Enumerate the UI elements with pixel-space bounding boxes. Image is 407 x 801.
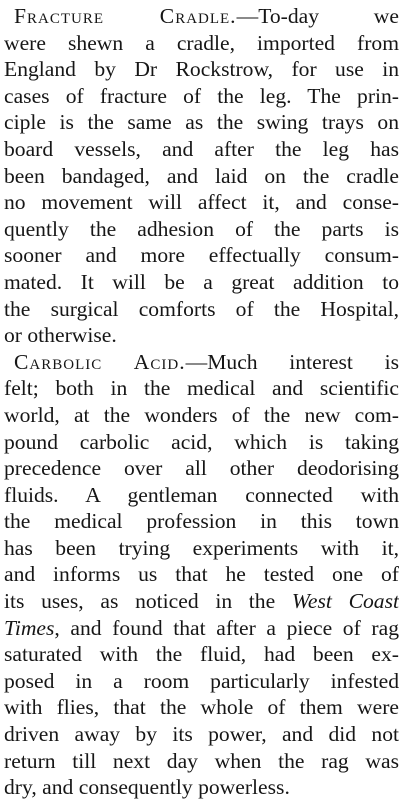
text-line: world, at the wonders of the new com- bbox=[4, 402, 399, 427]
newspaper-title: Times bbox=[4, 615, 55, 640]
text-line: felt; both in the medical and scientific bbox=[4, 376, 399, 401]
text-line: cases of fracture of the leg. The prin- bbox=[4, 83, 399, 108]
text-line: were shewn a cradle, imported from bbox=[4, 30, 399, 55]
text-line: or otherwise. bbox=[4, 323, 117, 348]
text-line: been bandaged, and laid on the cradle bbox=[4, 163, 399, 188]
text-line: fluids. A gentleman connected with bbox=[4, 482, 399, 507]
text-line: return till next day when the rag was bbox=[4, 748, 399, 773]
text-line: with flies, that the whole of them were bbox=[4, 695, 399, 720]
text-line: posed in a room particularly infested bbox=[4, 668, 399, 693]
newspaper-title: West Coast bbox=[291, 589, 399, 614]
text-line: precedence over all other deodorising bbox=[4, 456, 399, 481]
text-line: England by Dr Rockstrow, for use in bbox=[4, 57, 399, 82]
text-line: driven away by its power, and did not bbox=[4, 722, 399, 747]
text-line: sooner and more effectually consum- bbox=[4, 243, 399, 268]
text-line: pound carbolic acid, which is taking bbox=[4, 429, 399, 454]
text-line: mated. It will be a great addition to bbox=[4, 269, 399, 294]
text-line: saturated with the fluid, had been ex- bbox=[4, 642, 399, 667]
text-line: Fracture Cradle.—To-day we bbox=[14, 4, 399, 28]
text-line: ciple is the same as the swing trays on bbox=[4, 110, 399, 135]
text-line: the medical profession in this town bbox=[4, 509, 399, 534]
text-line: the surgical comforts of the Hospital, bbox=[4, 296, 399, 321]
text-line: quently the adhesion of the parts is bbox=[4, 216, 399, 241]
text-line: its uses, as noticed in the West Coast bbox=[4, 589, 399, 614]
paragraph-fracture-cradle bbox=[4, 3, 399, 349]
text-line: Carbolic Acid.—Much interest is bbox=[14, 349, 399, 374]
text-line: dry, and consequently powerless. bbox=[4, 775, 290, 800]
text-line: Times, and found that after a piece of rag bbox=[4, 615, 399, 640]
section-heading: Carbolic Acid. bbox=[14, 349, 186, 374]
text-line: and informs us that he tested one of bbox=[4, 562, 399, 587]
paragraph-carbolic-acid bbox=[4, 349, 399, 801]
text-line: board vessels, and after the leg has bbox=[4, 136, 399, 161]
text-line: no movement will affect it, and conse- bbox=[4, 190, 399, 215]
section-heading: Fracture Cradle. bbox=[14, 4, 237, 28]
text-line: has been trying experiments with it, bbox=[4, 535, 399, 560]
